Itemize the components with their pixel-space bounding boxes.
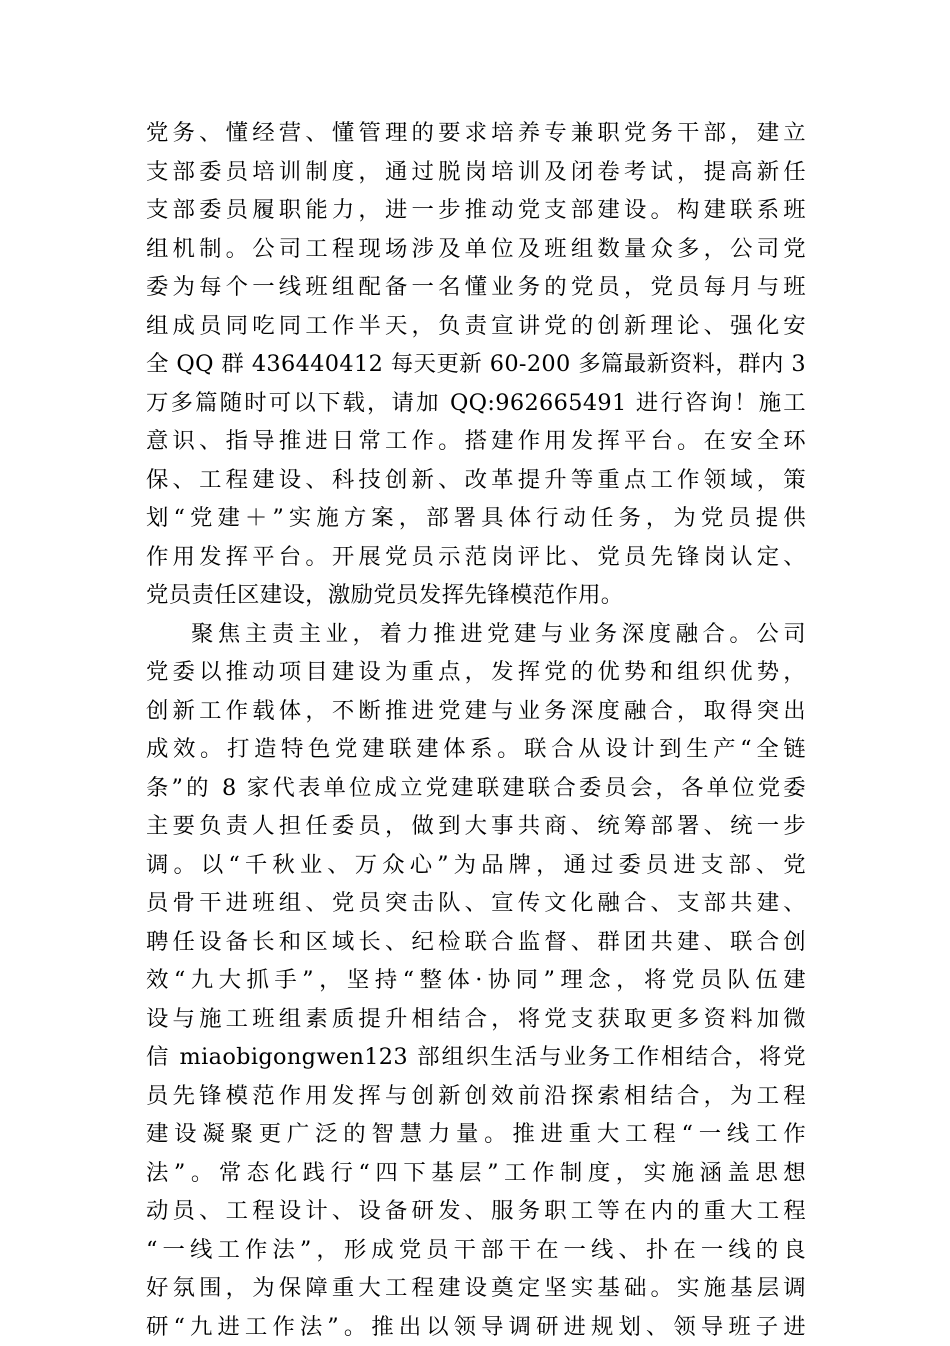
text-line: 条”的 8 家代表单位成立党建联建联合委员会，各单位党委 — [146, 769, 806, 808]
text-line: 信 miaobigongwen123 部组织生活与业务工作相结合，将党 — [146, 1038, 806, 1077]
text-line: 党委以推动项目建设为重点，发挥党的优势和组织优势， — [146, 653, 806, 692]
text-line: 组成员同吃同工作半天，负责宣讲党的创新理论、强化安 — [146, 307, 806, 346]
text-line: 支部委员履职能力，进一步推动党支部建设。构建联系班 — [146, 191, 806, 230]
text-line: 员骨干进班组、党员突击队、宣传文化融合、支部共建、 — [146, 884, 806, 923]
text-line: 委为每个一线班组配备一名懂业务的党员，党员每月与班 — [146, 268, 806, 307]
text-line: 作用发挥平台。开展党员示范岗评比、党员先锋岗认定、 — [146, 538, 806, 577]
text-line: 划“党建＋”实施方案，部署具体行动任务，为党员提供 — [146, 499, 806, 538]
text-line: 主要负责人担任委员，做到大事共商、统筹部署、统一步 — [146, 807, 806, 846]
text-line: 全 QQ 群 436440412 每天更新 60-200 多篇最新资料，群内 3 — [146, 345, 806, 384]
text-line: 设与施工班组素质提升相结合，将党支获取更多资料加微 — [146, 1000, 806, 1039]
text-line: 建设凝聚更广泛的智慧力量。推进重大工程“一线工作 — [146, 1115, 806, 1154]
text-line: 创新工作载体，不断推进党建与业务深度融合，取得突出 — [146, 692, 806, 731]
text-line: 研“九进工作法”。推出以领导调研进规划、领导班子进 — [146, 1308, 806, 1346]
text-line: 好氛围，为保障重大工程建设奠定坚实基础。实施基层调 — [146, 1269, 806, 1308]
paragraph-start-line: 聚焦主责主业，着力推进党建与业务深度融合。公司 — [146, 615, 806, 654]
text-line: 意识、指导推进日常工作。搭建作用发挥平台。在安全环 — [146, 422, 806, 461]
text-line: 支部委员培训制度，通过脱岗培训及闭卷考试，提高新任 — [146, 153, 806, 192]
text-line: 动员、工程设计、设备研发、服务职工等在内的重大工程 — [146, 1192, 806, 1231]
paragraph-end-line: 党员责任区建设，激励党员发挥先锋模范作用。 — [146, 576, 806, 615]
text-line: 聘任设备长和区域长、纪检联合监督、群团共建、联合创 — [146, 923, 806, 962]
text-line: “一线工作法”，形成党员干部干在一线、扑在一线的良 — [146, 1231, 806, 1270]
body-text — [146, 114, 806, 1346]
text-line: 万多篇随时可以下载，请加 QQ:962665491 进行咨询！施工 — [146, 384, 806, 423]
text-line: 组机制。公司工程现场涉及单位及班组数量众多，公司党 — [146, 230, 806, 269]
text-line: 党务、懂经营、懂管理的要求培养专兼职党务干部，建立 — [146, 114, 806, 153]
text-line: 效“九大抓手”，坚持“整体·协同”理念，将党员队伍建 — [146, 961, 806, 1000]
text-line: 保、工程建设、科技创新、改革提升等重点工作领域，策 — [146, 461, 806, 500]
text-line: 员先锋模范作用发挥与创新创效前沿探索相结合，为工程 — [146, 1077, 806, 1116]
text-line: 成效。打造特色党建联建体系。联合从设计到生产“全链 — [146, 730, 806, 769]
text-line: 调。以“千秋业、万众心”为品牌，通过委员进支部、党 — [146, 846, 806, 885]
text-line: 法”。常态化践行“四下基层”工作制度，实施涵盖思想 — [146, 1154, 806, 1193]
